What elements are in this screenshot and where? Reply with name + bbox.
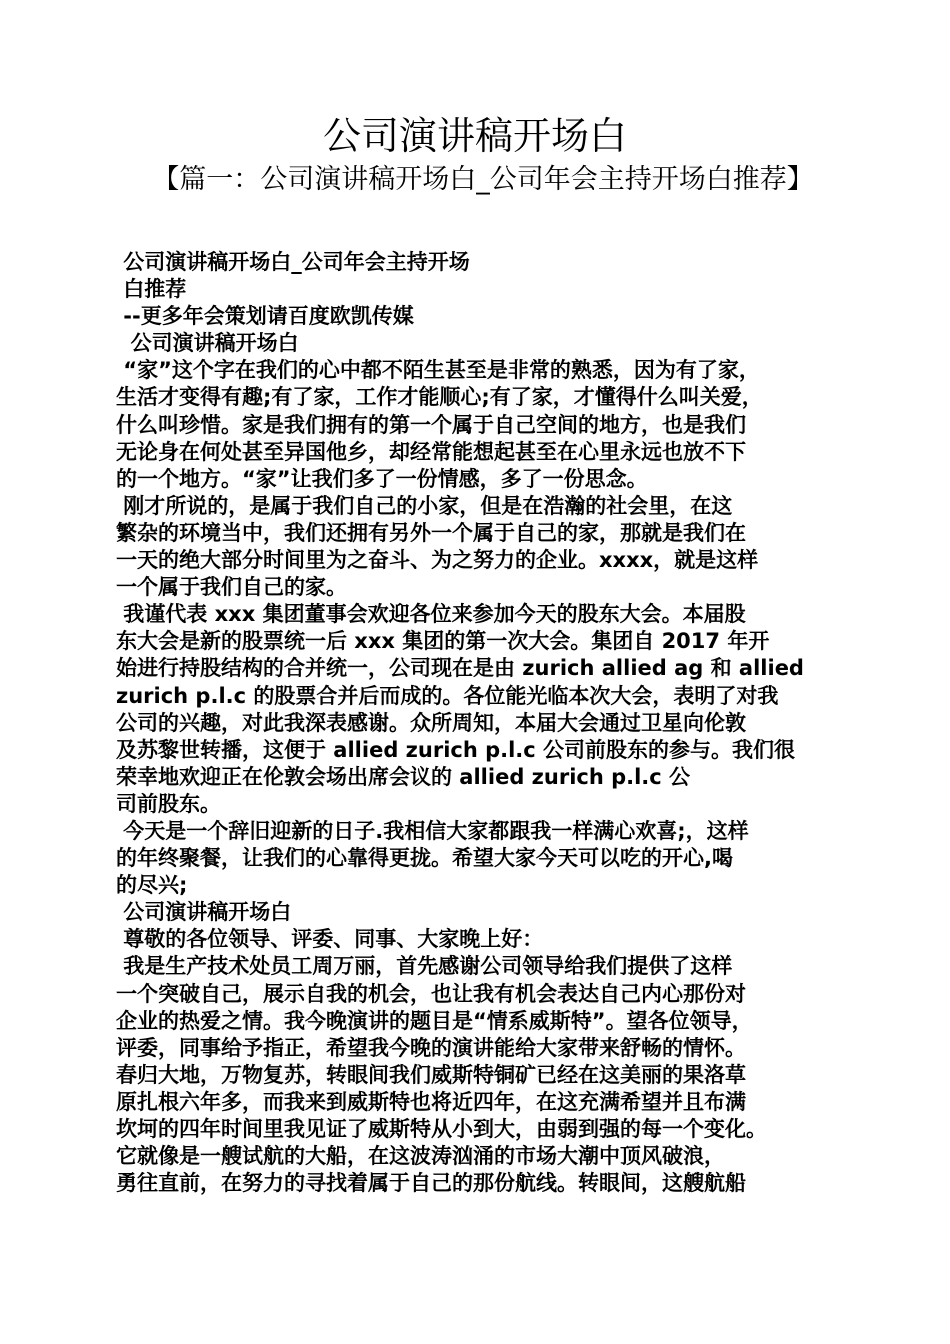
body-text-line: 荣幸地欢迎正在伦敦会场出席会议的 allied zurich p.l.c 公 — [116, 764, 691, 789]
document-title: 公司演讲稿开场白 — [322, 114, 627, 158]
body-text-line: 司前股东。 — [116, 791, 221, 816]
body-text-line: 坎坷的四年时间里我见证了威斯特从小到大，由弱到强的每一个变化。 — [116, 1117, 767, 1141]
body-text-line: 尊敬的各位领导、评委、同事、大家晚上好： — [116, 927, 544, 952]
body-text-line: 的年终聚餐，让我们的心靠得更拢。希望大家今天可以吃的开心,喝 — [116, 846, 733, 871]
document-subtitle: 【篇一：公司演讲稿开场白_公司年会主持开场白推荐】 — [152, 164, 814, 195]
body-text-line: 东大会是新的股票统一后 xxx 集团的第一次大会。集团自 2017 年开 — [116, 629, 770, 654]
body-text-line: 繁杂的环境当中，我们还拥有另外一个属于自己的家，那就是我们在 — [116, 520, 746, 545]
body-text-line: 一个属于我们自己的家。 — [116, 575, 347, 600]
body-text-line: --更多年会策划请百度欧凯传媒 — [116, 304, 414, 329]
body-text-line: 评委，同事给予指正，希望我今晚的演讲能给大家带来舒畅的情怀。 — [116, 1035, 746, 1060]
body-text-line: 公司的兴趣，对此我深表感谢。众所周知，本届大会通过卫星向伦敦 — [116, 710, 746, 735]
body-text-line: 的尽兴; — [116, 873, 188, 898]
body-text-line: 它就像是一艘试航的大船，在这波涛汹涌的市场大潮中顶风破浪， — [116, 1144, 725, 1169]
body-text-line: 及苏黎世转播，这便于 allied zurich p.l.c 公司前股东的参与。我们很 — [116, 737, 796, 762]
body-text-line: 一个突破自己，展示自我的机会，也让我有机会表达自己内心那份对 — [116, 981, 746, 1006]
body-text-line: 春归大地，万物复苏，转眼间我们威斯特铜矿已经在这美丽的果洛草 — [116, 1062, 746, 1087]
body-text-line: zurich p.l.c 的股票合并后而成的。各位能光临本次大会，表明了对我 — [116, 683, 779, 708]
body-text-line: 今天是一个辞旧迎新的日子.我相信大家都跟我一样满心欢喜;，这样 — [116, 818, 749, 843]
body-text-line: 我是生产技术处员工周万丽，首先感谢公司领导给我们提供了这样 — [116, 954, 733, 979]
body-text-line: 我谨代表 xxx 集团董事会欢迎各位来参加今天的股东大会。本届股 — [116, 602, 746, 627]
body-text-line: 勇往直前，在努力的寻找着属于自己的那份航线。转眼间，这艘航船 — [116, 1171, 746, 1196]
body-text-line: 原扎根六年多，而我来到威斯特也将近四年，在这充满希望并且布满 — [116, 1089, 746, 1114]
body-text-line: 公司演讲稿开场白 — [116, 900, 292, 925]
body-text-line: 什么叫珍惜。家是我们拥有的第一个属于自己空间的地方，也是我们 — [116, 412, 746, 437]
body-text-line: “家”这个字在我们的心中都不陌生甚至是非常的熟悉，因为有了家， — [116, 358, 760, 383]
body-text-line: 公司演讲稿开场白_公司年会主持开场 — [116, 250, 470, 274]
body-text-line: 生活才变得有趣;有了家，工作才能顺心;有了家，才懂得什么叫关爱， — [116, 385, 763, 410]
body-text-line: 公司演讲稿开场白 — [116, 331, 299, 356]
body-text-line: 一天的绝大部分时间里为之奋斗、为之努力的企业。xxxx，就是这样 — [116, 548, 759, 573]
body-text-line: 企业的热爱之情。我今晚演讲的题目是“情系威斯特”。望各位领导， — [116, 1008, 753, 1033]
body-text-line: 始进行持股结构的合并统一，公司现在是由 zurich allied ag 和 allied — [116, 656, 804, 681]
body-text-line: 白推荐 — [116, 277, 187, 302]
document-body — [116, 249, 856, 1197]
body-text-line: 的一个地方。“家”让我们多了一份情感，多了一份思念。 — [116, 466, 648, 491]
body-text-line: 刚才所说的，是属于我们自己的小家，但是在浩瀚的社会里，在这 — [116, 493, 733, 518]
body-text-line: 无论身在何处甚至异国他乡，却经常能想起甚至在心里永远也放不下 — [116, 439, 746, 464]
